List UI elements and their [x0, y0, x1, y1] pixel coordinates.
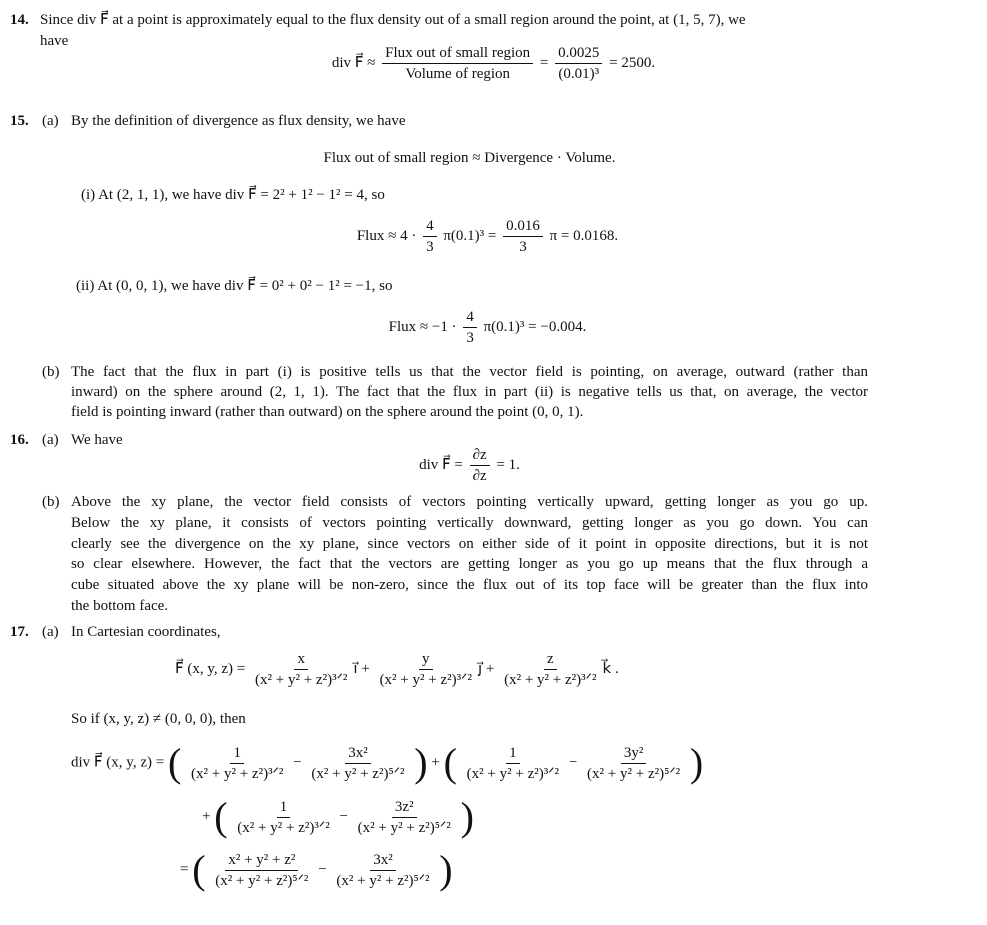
fraction-value	[503, 217, 543, 256]
part-a-label: (a)	[42, 113, 59, 129]
fraction-denominator: (x² + y² + z²)³ᐟ²	[255, 672, 348, 688]
eq-result: = 1.	[496, 456, 520, 473]
fraction-flux-over-volume	[382, 44, 533, 83]
problem-15-i-equation	[0, 217, 975, 256]
fraction-numerator: x² + y² + z²	[225, 851, 298, 871]
fraction-denominator: (x² + y² + z²)⁵ᐟ²	[215, 872, 309, 889]
fraction-y-component	[377, 650, 475, 689]
fraction-denominator: ∂z	[472, 468, 487, 484]
fraction-3x2-over-52	[333, 851, 432, 890]
paragraph-line: Below the xy plane, it consists of vectors pointing vertically downward, getting longer as you go down. You can	[71, 514, 868, 531]
fraction-numerator: 4	[463, 308, 477, 328]
eq-result: π = 0.0168.	[549, 227, 619, 244]
left-paren: (	[443, 740, 457, 785]
problem-15-a-text: By the definition of divergence as flux density, we have	[71, 113, 406, 129]
fraction-denominator: (x² + y² + z²)⁵ᐟ²	[357, 819, 451, 836]
problem-17-so-text: So if (x, y, z) ≠ (0, 0, 0), then	[71, 711, 246, 727]
paragraph-line: so clear elsewhere. However, the fact that the vectors are getting longer as you go up means that the flux through a	[71, 556, 868, 573]
part-b-label: (b)	[42, 364, 60, 380]
fraction-one-over-32	[234, 798, 332, 837]
eq-lhs: Flux ≈ −1 ·	[388, 318, 457, 335]
fraction-numerator: 0.0025	[555, 44, 602, 64]
unit-vector-j: j⃗ +	[477, 660, 495, 677]
fraction-numerator: 3z²	[392, 798, 417, 818]
right-paren: )	[439, 847, 453, 892]
divergence-line-3	[180, 847, 453, 892]
fraction-3z2-over-52	[355, 798, 454, 837]
fraction-numerator: 1	[230, 744, 244, 764]
problem-15-ii-equation	[0, 308, 975, 347]
fraction-four-thirds	[423, 217, 437, 256]
right-paren: )	[689, 740, 704, 785]
problem-15-a-equation: Flux out of small region ≈ Divergence · Volume.	[323, 150, 616, 166]
paragraph-line: clearly see the divergence on the xy plane, since vectors on either side of it point in opposite directions, but it is not	[71, 535, 868, 552]
fraction-denominator: (x² + y² + z²)³ᐟ²	[504, 672, 597, 688]
vector-field-equation	[175, 650, 619, 689]
minus-sign: −	[568, 754, 578, 771]
problem-14-line-2: have	[40, 33, 69, 49]
eq-middle: π(0.1)³ =	[443, 227, 497, 244]
equals-sign: =	[180, 861, 189, 878]
fraction-numerator: Flux out of small region	[382, 44, 533, 64]
paragraph-line: field is pointing inward (rather than outward) on the sphere around the point (0, 0, 1).	[71, 404, 584, 420]
problem-16-a-text: We have	[71, 432, 123, 448]
right-paren: )	[460, 794, 474, 839]
divergence-line-2	[202, 794, 474, 839]
part-b-label: (b)	[42, 494, 60, 510]
fraction-numerator: x	[294, 650, 308, 670]
unit-vector-i: i⃗ +	[353, 660, 370, 677]
problem-14-line-1: Since div F⃗ at a point is approximately equal to the flux density out of a small region around the point, at (1, 5, 7), we	[40, 12, 746, 28]
eq-lhs: Flux ≈ 4 ·	[356, 227, 417, 244]
fraction-one-over-32	[464, 744, 562, 783]
fraction-partial	[470, 446, 490, 485]
divergence-line-1	[71, 740, 704, 785]
problem-16-b-paragraph	[71, 492, 868, 617]
problem-15-b-paragraph	[71, 362, 868, 422]
paragraph-line: the bottom face.	[71, 597, 169, 614]
fraction-numerator: 3x²	[345, 744, 371, 764]
minus-sign: −	[293, 754, 302, 771]
problem-17-a-text: In Cartesian coordinates,	[71, 624, 221, 640]
plus-sign: +	[431, 754, 440, 771]
plus-sign: +	[202, 808, 211, 825]
fraction-numerator: 1	[506, 744, 520, 764]
fraction-numerator: 3y²	[621, 744, 647, 764]
fraction-denominator: 3	[519, 239, 527, 255]
eq-lhs: div F⃗ =	[419, 456, 463, 473]
problem-15-i-text: (i) At (2, 1, 1), we have div F⃗ = 2² + 1² − 1² = 4, so	[81, 187, 385, 203]
fraction-numerator: 4	[423, 217, 437, 237]
left-paren: (	[214, 794, 228, 839]
problem-16-a-equation	[0, 446, 939, 485]
fraction-denominator: (x² + y² + z²)³ᐟ²	[379, 672, 472, 688]
fraction-denominator: 3	[426, 239, 434, 255]
eq-lhs: div F⃗ ≈	[331, 54, 376, 71]
eq-result: = 2500.	[609, 54, 656, 71]
problem-17-number: 17.	[10, 624, 29, 640]
paragraph-line: inward) on the sphere around (2, 1, 1). The fact that the flux in part (ii) is negative tells us that, on average, the vector	[71, 384, 868, 400]
part-a-label: (a)	[42, 432, 59, 448]
right-paren: )	[414, 740, 428, 785]
fraction-z-component	[501, 650, 599, 689]
fraction-x-component	[252, 650, 350, 689]
minus-sign: −	[339, 808, 348, 825]
paragraph-line: Above the xy plane, the vector field consists of vectors pointing vertically upward, getting longer as you go up.	[71, 494, 868, 510]
fraction-one-over-32	[188, 744, 286, 783]
left-paren: (	[167, 740, 182, 785]
fraction-denominator: (x² + y² + z²)³ᐟ²	[466, 765, 560, 782]
problem-14-number: 14.	[10, 12, 29, 28]
eq-lhs: F⃗ (x, y, z) =	[175, 660, 246, 677]
fraction-denominator: (x² + y² + z²)⁵ᐟ²	[336, 872, 430, 889]
fraction-denominator: Volume of region	[405, 66, 511, 82]
fraction-numerator: 0.016	[503, 217, 543, 237]
minus-sign: −	[318, 861, 327, 878]
eq-equals: =	[539, 54, 549, 71]
fraction-numerator: 1	[277, 798, 291, 818]
fraction-numerator: ∂z	[470, 446, 490, 466]
fraction-denominator: (x² + y² + z²)³ᐟ²	[237, 819, 330, 836]
fraction-numerator: 3x²	[370, 851, 396, 871]
fraction-denominator: (0.01)³	[558, 66, 600, 82]
fraction-numerator: y	[419, 650, 433, 670]
left-paren: (	[192, 847, 206, 892]
fraction-numerator: z	[544, 650, 557, 670]
paragraph-line: The fact that the flux in part (i) is positive tells us that the vector field is pointing, on average, outward (rather than	[71, 364, 868, 380]
fraction-sum-over-52	[212, 851, 311, 890]
eq-result: π(0.1)³ = −0.004.	[483, 318, 587, 335]
problem-14-equation	[0, 44, 987, 83]
fraction-3y2-over-52	[584, 744, 683, 783]
paragraph-line: cube situated above the xy plane will be non-zero, since the flux out of its top face will be greater than the flux into	[71, 577, 868, 594]
fraction-four-thirds	[463, 308, 477, 347]
problem-16-number: 16.	[10, 432, 29, 448]
fraction-denominator: (x² + y² + z²)⁵ᐟ²	[587, 765, 681, 782]
eq-lhs: div F⃗ (x, y, z) =	[71, 754, 165, 771]
problem-15-ii-text: (ii) At (0, 0, 1), we have div F⃗ = 0² + 0² − 1² = −1, so	[76, 278, 393, 294]
fraction-value	[555, 44, 602, 83]
unit-vector-k: k⃗ .	[602, 660, 619, 677]
fraction-denominator: (x² + y² + z²)⁵ᐟ²	[311, 765, 405, 782]
fraction-3x2-over-52	[308, 744, 407, 783]
part-a-label: (a)	[42, 624, 59, 640]
fraction-denominator: (x² + y² + z²)³ᐟ²	[191, 765, 284, 782]
fraction-denominator: 3	[466, 330, 474, 346]
problem-15-number: 15.	[10, 113, 29, 129]
